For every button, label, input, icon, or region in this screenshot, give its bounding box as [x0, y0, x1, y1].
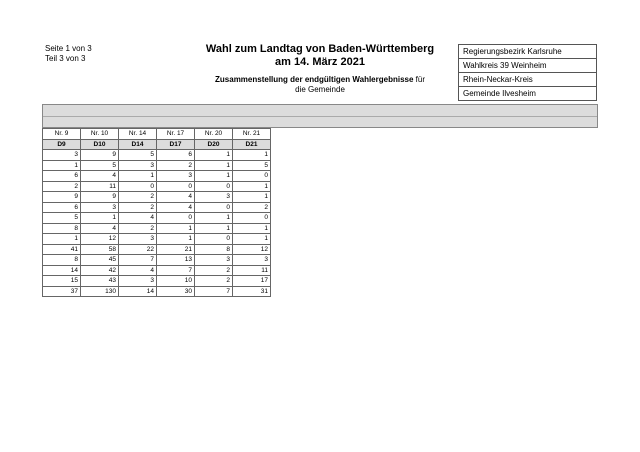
table-cell: 1: [43, 160, 81, 171]
results-table: [42, 128, 271, 297]
table-cell: 1: [81, 213, 119, 224]
table-cell: 3: [195, 192, 233, 203]
region-county: Rhein-Neckar-Kreis: [459, 73, 596, 87]
table-cell: 4: [157, 202, 195, 213]
table-cell: 1: [233, 234, 271, 245]
table-cell: 8: [195, 244, 233, 255]
column-number: Nr. 14: [119, 129, 157, 140]
table-cell: 0: [195, 234, 233, 245]
table-cell: 7: [195, 286, 233, 297]
table-cell: 4: [81, 223, 119, 234]
table-row: [43, 181, 271, 192]
table-cell: 6: [43, 171, 81, 182]
table-cell: 5: [119, 150, 157, 161]
table-row: [43, 255, 271, 266]
table-cell: 2: [119, 223, 157, 234]
table-cell: 43: [81, 276, 119, 287]
column-number: Nr. 20: [195, 129, 233, 140]
table-row: [43, 192, 271, 203]
table-cell: 9: [81, 150, 119, 161]
column-code: D17: [157, 139, 195, 150]
page-number: Seite 1 von 3: [45, 44, 92, 53]
table-cell: 6: [43, 202, 81, 213]
table-cell: 1: [119, 171, 157, 182]
table-cell: 5: [81, 160, 119, 171]
column-code: D21: [233, 139, 271, 150]
table-cell: 12: [233, 244, 271, 255]
table-cell: 4: [157, 192, 195, 203]
table-row: [43, 234, 271, 245]
table-cell: 11: [233, 265, 271, 276]
table-cell: 9: [43, 192, 81, 203]
table-cell: 2: [119, 192, 157, 203]
table-cell: 7: [157, 265, 195, 276]
table-cell: 42: [81, 265, 119, 276]
table-row: [43, 265, 271, 276]
subtitle-bold: Zusammenstellung der endgültigen Wahlergebnisse: [215, 75, 414, 84]
table-cell: 0: [157, 213, 195, 224]
table-cell: 1: [195, 223, 233, 234]
table-cell: 130: [81, 286, 119, 297]
table-cell: 8: [43, 223, 81, 234]
table-cell: 2: [195, 276, 233, 287]
table-row: [43, 244, 271, 255]
table-cell: 30: [157, 286, 195, 297]
table-cell: 3: [119, 276, 157, 287]
table-cell: 5: [233, 160, 271, 171]
table-cell: 37: [43, 286, 81, 297]
table-row: [43, 286, 271, 297]
table-row: [43, 171, 271, 182]
column-code: D14: [119, 139, 157, 150]
table-cell: 17: [233, 276, 271, 287]
table-cell: 1: [233, 223, 271, 234]
table-cell: 2: [119, 202, 157, 213]
table-cell: 6: [157, 150, 195, 161]
table-row: [43, 276, 271, 287]
table-cell: 13: [157, 255, 195, 266]
column-code: D20: [195, 139, 233, 150]
table-cell: 1: [233, 150, 271, 161]
table-cell: 3: [233, 255, 271, 266]
region-box: [458, 44, 597, 101]
column-number: Nr. 21: [233, 129, 271, 140]
table-cell: 1: [195, 171, 233, 182]
table-cell: 15: [43, 276, 81, 287]
table-cell: 14: [43, 265, 81, 276]
table-row: [43, 150, 271, 161]
part-number: Teil 3 von 3: [45, 54, 86, 63]
table-cell: 10: [157, 276, 195, 287]
table-cell: 14: [119, 286, 157, 297]
table-cell: 2: [157, 160, 195, 171]
table-cell: 0: [195, 202, 233, 213]
code-header-row: [43, 139, 271, 150]
results-body: [43, 150, 271, 297]
table-cell: 0: [195, 181, 233, 192]
table-cell: 2: [43, 181, 81, 192]
election-date: am 14. März 2021: [275, 56, 365, 68]
page-info: [45, 44, 92, 64]
table-cell: 2: [195, 265, 233, 276]
page-title: Wahl zum Landtag von Baden-Württemberg: [205, 43, 435, 55]
table-cell: 1: [233, 181, 271, 192]
table-cell: 1: [43, 234, 81, 245]
region-municipality: Gemeinde Ilvesheim: [463, 89, 536, 98]
title-block: [205, 43, 435, 95]
table-cell: 2: [233, 202, 271, 213]
column-code: D10: [81, 139, 119, 150]
table-cell: 8: [43, 255, 81, 266]
region-constituency: Wahlkreis 39 Weinheim: [459, 59, 596, 73]
table-cell: 7: [119, 255, 157, 266]
table-cell: 3: [81, 202, 119, 213]
subtitle: [205, 75, 435, 95]
table-cell: 3: [119, 234, 157, 245]
table-cell: 31: [233, 286, 271, 297]
table-cell: 4: [119, 265, 157, 276]
table-cell: 0: [119, 181, 157, 192]
table-cell: 41: [43, 244, 81, 255]
table-cell: 22: [119, 244, 157, 255]
column-number: Nr. 10: [81, 129, 119, 140]
region-district: Regierungsbezirk Karlsruhe: [459, 45, 596, 59]
table-cell: 0: [233, 171, 271, 182]
table-cell: 3: [195, 255, 233, 266]
subtitle-rest: für: [413, 75, 425, 84]
table-row: [43, 202, 271, 213]
table-cell: 1: [195, 160, 233, 171]
table-cell: 3: [119, 160, 157, 171]
table-cell: 21: [157, 244, 195, 255]
table-cell: 5: [43, 213, 81, 224]
table-cell: 45: [81, 255, 119, 266]
number-header-row: [43, 129, 271, 140]
table-cell: 0: [157, 181, 195, 192]
table-cell: 1: [157, 223, 195, 234]
column-number: Nr. 9: [43, 129, 81, 140]
table-row: [43, 160, 271, 171]
table-cell: 1: [157, 234, 195, 245]
table-cell: 3: [157, 171, 195, 182]
table-cell: 1: [195, 150, 233, 161]
table-cell: 4: [119, 213, 157, 224]
table-cell: 1: [233, 192, 271, 203]
subtitle-line2: die Gemeinde: [295, 85, 345, 94]
table-cell: 58: [81, 244, 119, 255]
table-cell: 9: [81, 192, 119, 203]
column-code: D9: [43, 139, 81, 150]
table-row: [43, 223, 271, 234]
table-cell: 0: [233, 213, 271, 224]
table-cell: 11: [81, 181, 119, 192]
header-band: [42, 104, 598, 128]
table-row: [43, 213, 271, 224]
table-cell: 12: [81, 234, 119, 245]
table-cell: 3: [43, 150, 81, 161]
table-cell: 1: [195, 213, 233, 224]
column-number: Nr. 17: [157, 129, 195, 140]
table-cell: 4: [81, 171, 119, 182]
